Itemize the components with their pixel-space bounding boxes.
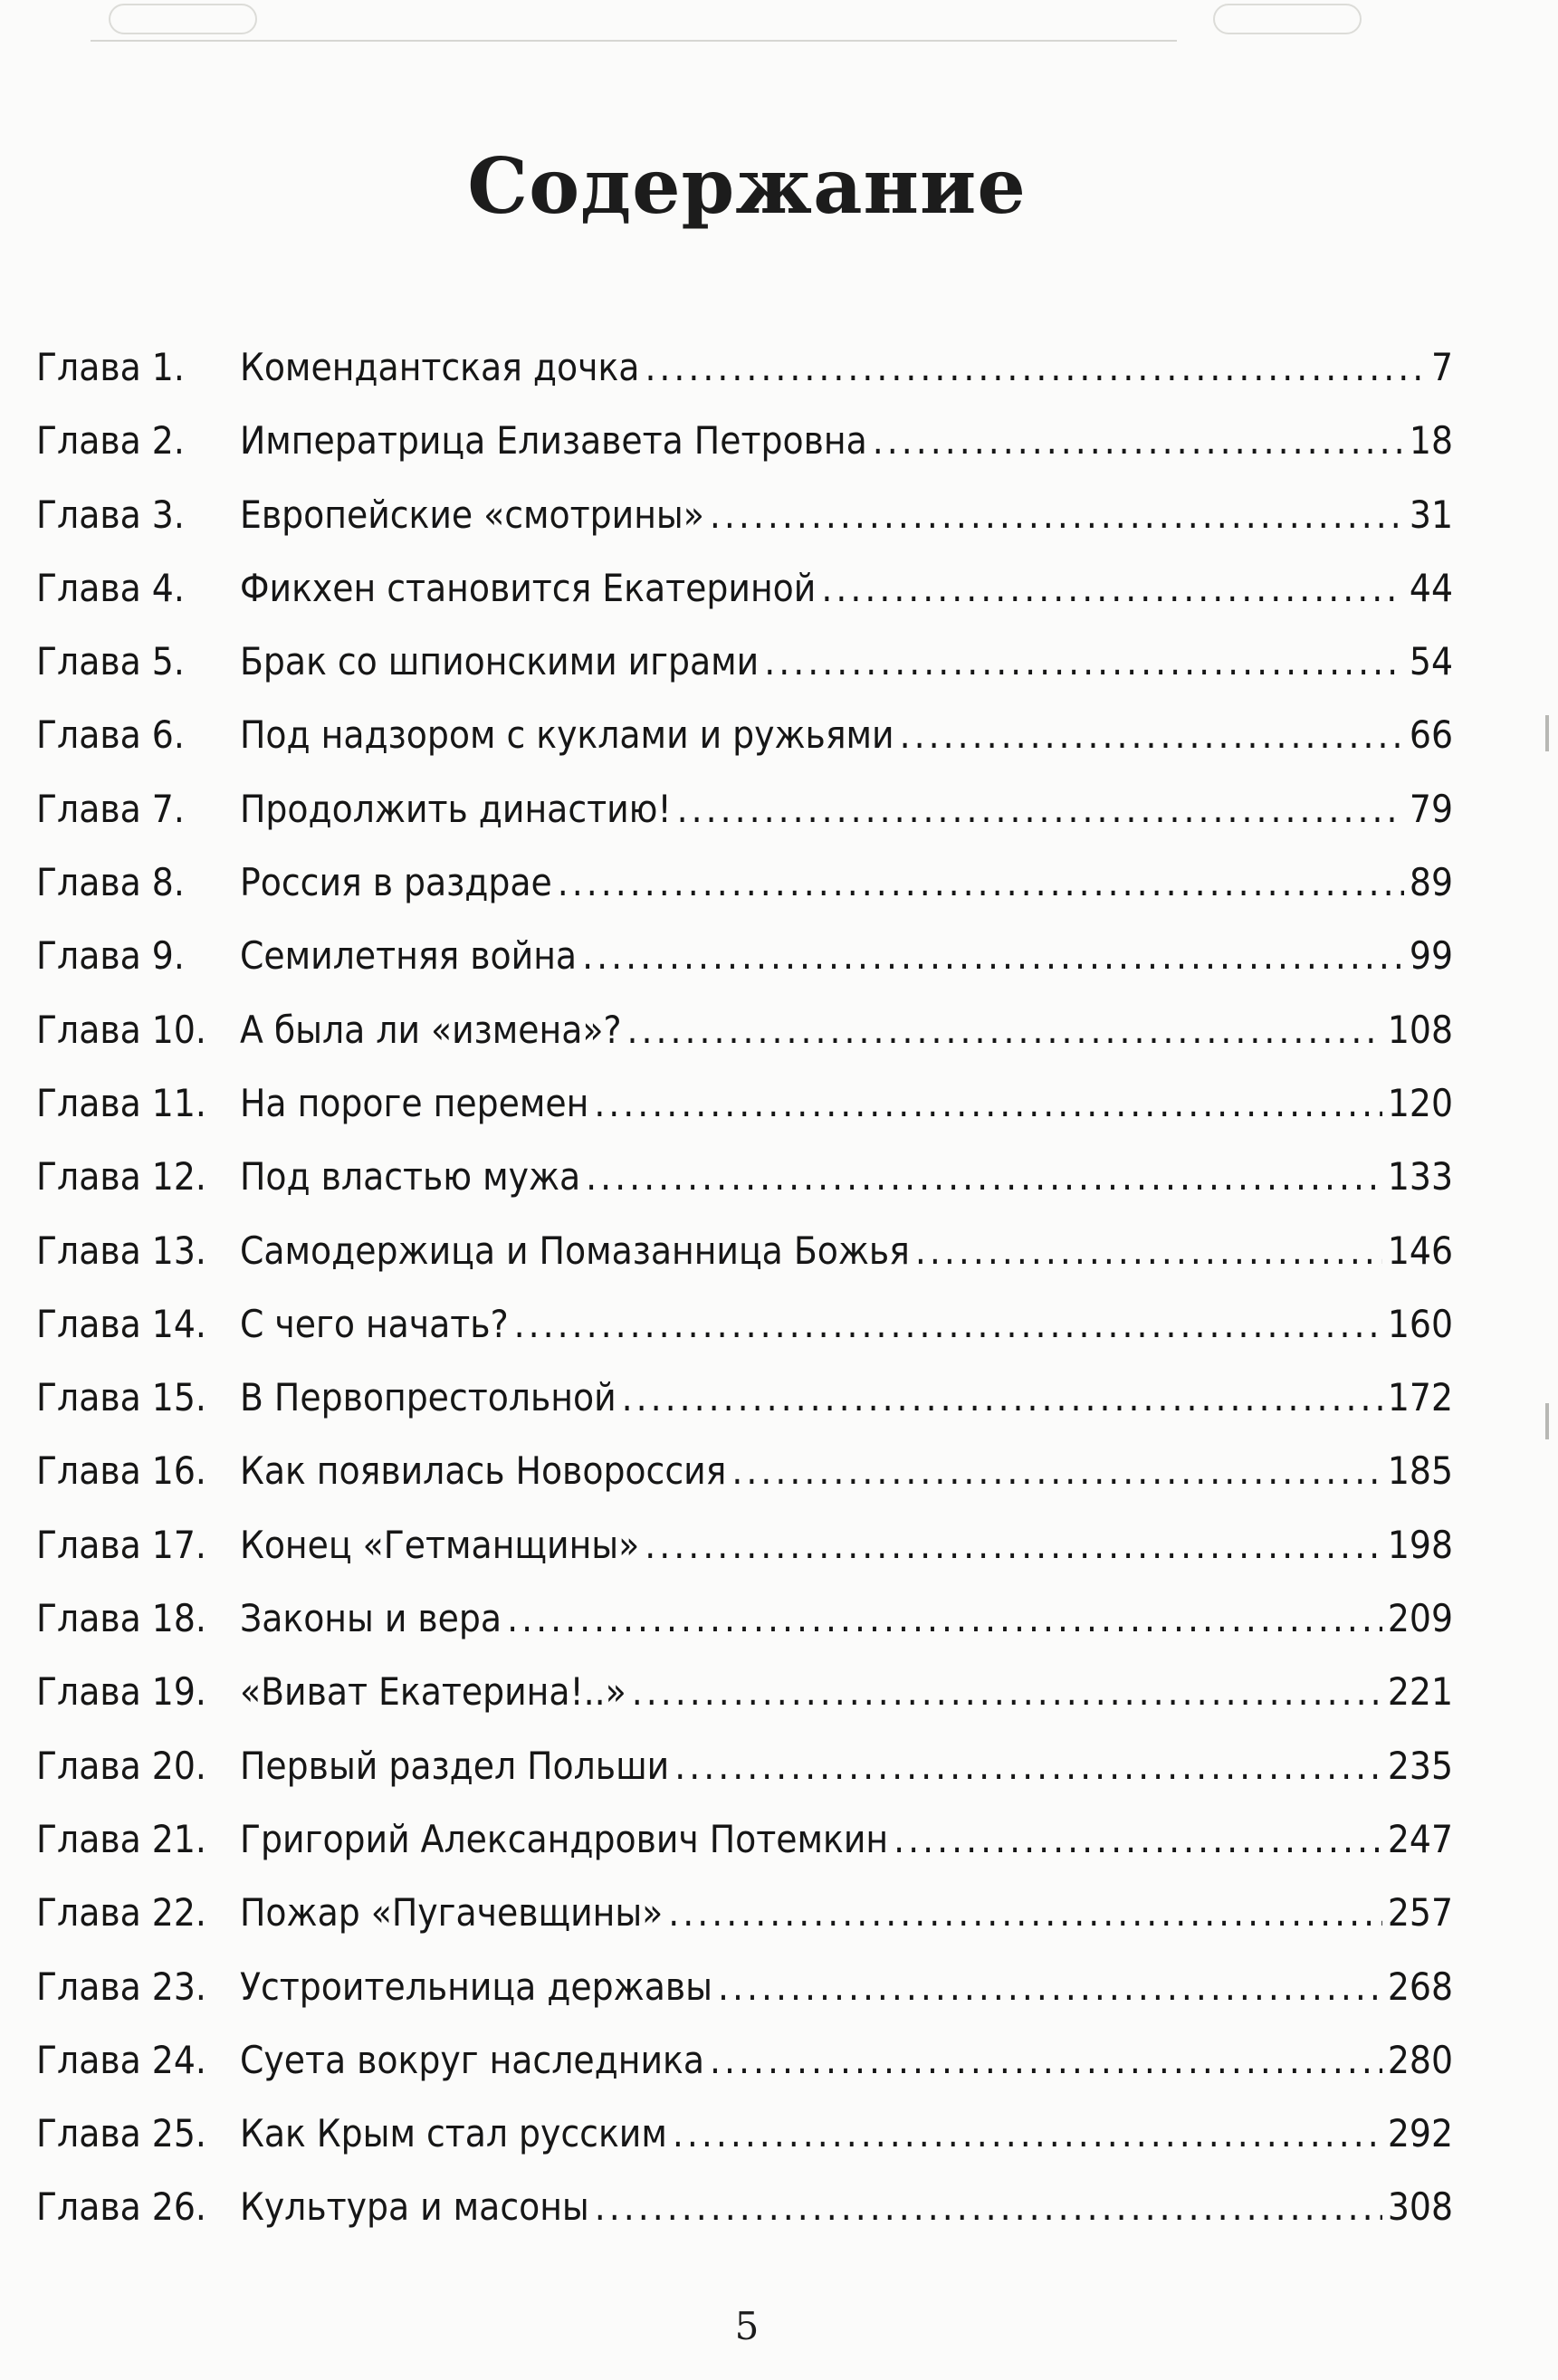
dot-leader	[673, 2097, 1382, 2170]
toc-entry	[36, 625, 1453, 698]
chapter-page-number: 146	[1387, 1228, 1453, 1273]
toc-entry	[36, 772, 1453, 846]
toc-entry	[36, 2097, 1453, 2170]
chapter-title: Фикхен становится Екатериной	[240, 565, 817, 610]
chapter-title: Императрица Елизавета Петровна	[240, 418, 867, 464]
chapter-page-number: 185	[1387, 1448, 1453, 1494]
chapter-page-number: 198	[1387, 1522, 1453, 1567]
top-ornament	[91, 0, 1177, 42]
chapter-title: Как появилась Новороссия	[240, 1448, 727, 1494]
chapter-number: Глава 15.	[36, 1375, 206, 1420]
ornament-swirl-left	[109, 4, 257, 34]
dot-leader	[558, 846, 1404, 919]
chapter-number: Глава 25.	[36, 2111, 206, 2156]
toc-entry	[36, 1582, 1453, 1655]
chapter-title: Под надзором с куклами и ружьями	[240, 712, 894, 758]
chapter-page-number: 89	[1409, 860, 1453, 905]
page-number: 5	[734, 2304, 760, 2348]
chapter-title: Культура и масоны	[240, 2184, 589, 2230]
chapter-title: Брак со шпионскими играми	[240, 639, 760, 684]
chapter-page-number: 257	[1387, 1890, 1453, 1936]
dot-leader	[632, 1655, 1382, 1728]
chapter-number: Глава 2.	[36, 418, 185, 464]
chapter-title: С чего начать?	[240, 1301, 509, 1346]
chapter-number: Глава 3.	[36, 492, 185, 537]
toc-entry	[36, 1876, 1453, 1949]
dot-leader	[873, 404, 1404, 477]
toc-entry	[36, 478, 1453, 551]
chapter-number: Глава 5.	[36, 639, 185, 684]
dot-leader	[710, 478, 1404, 551]
chapter-page-number: 66	[1409, 712, 1453, 758]
chapter-number: Глава 26.	[36, 2184, 206, 2230]
chapter-page-number: 280	[1387, 2037, 1453, 2082]
toc-entry	[36, 1950, 1453, 2023]
chapter-page-number: 120	[1387, 1080, 1453, 1125]
chapter-page-number: 172	[1387, 1375, 1453, 1420]
chapter-title: Законы и вера	[240, 1596, 502, 1641]
chapter-title: А была ли «измена»?	[240, 1007, 622, 1052]
chapter-page-number: 160	[1387, 1301, 1453, 1346]
dot-leader	[677, 772, 1404, 846]
toc-entry	[36, 1655, 1453, 1728]
chapter-page-number: 221	[1387, 1669, 1453, 1715]
chapter-page-number: 7	[1430, 345, 1453, 389]
dot-leader	[731, 1434, 1382, 1507]
chapter-page-number: 44	[1409, 565, 1453, 610]
toc-entry	[36, 698, 1453, 771]
page-title: Содержание	[467, 141, 1027, 232]
chapter-page-number: 308	[1387, 2184, 1453, 2230]
chapter-number: Глава 7.	[36, 786, 185, 831]
chapter-page-number: 99	[1409, 933, 1453, 979]
page-edge-mark	[1545, 715, 1549, 751]
chapter-title: Россия в раздрае	[240, 860, 552, 905]
chapter-number: Глава 16.	[36, 1448, 206, 1494]
chapter-page-number: 18	[1409, 418, 1453, 464]
dot-leader	[764, 625, 1404, 698]
chapter-number: Глава 12.	[36, 1154, 206, 1200]
chapter-title: «Виват Екатерина!..»	[240, 1669, 626, 1715]
chapter-number: Глава 24.	[36, 2037, 206, 2082]
dot-leader	[915, 1214, 1382, 1287]
chapter-number: Глава 14.	[36, 1301, 206, 1346]
chapter-title: Григорий Александрович Потемкин	[240, 1816, 889, 1861]
toc-entry	[36, 1434, 1453, 1507]
dot-leader	[718, 1950, 1382, 2023]
chapter-number: Глава 10.	[36, 1007, 206, 1052]
chapter-title: В Первопрестольной	[240, 1375, 617, 1420]
toc-entry	[36, 1508, 1453, 1582]
dot-leader	[622, 1361, 1382, 1434]
toc-entry	[36, 404, 1453, 477]
chapter-page-number: 268	[1387, 1964, 1453, 2009]
toc-entry	[36, 2170, 1453, 2243]
toc-entry	[36, 1066, 1453, 1140]
chapter-title: Под властью мужа	[240, 1154, 581, 1200]
chapter-number: Глава 13.	[36, 1228, 206, 1273]
chapter-number: Глава 6.	[36, 712, 185, 758]
dot-leader	[710, 2023, 1382, 2097]
toc-entry	[36, 1214, 1453, 1287]
chapter-number: Глава 17.	[36, 1522, 206, 1567]
chapter-number: Глава 20.	[36, 1743, 206, 1788]
dot-leader	[645, 330, 1426, 404]
chapter-number: Глава 21.	[36, 1816, 206, 1861]
dot-leader	[627, 993, 1382, 1066]
dot-leader	[645, 1508, 1382, 1582]
chapter-title: Пожар «Пугачевщины»	[240, 1890, 664, 1936]
chapter-number: Глава 1.	[36, 345, 185, 389]
chapter-page-number: 292	[1387, 2111, 1453, 2156]
dot-leader	[668, 1876, 1382, 1949]
chapter-number: Глава 9.	[36, 933, 185, 979]
chapter-title: Первый раздел Польши	[240, 1743, 670, 1788]
chapter-title: Комендантская дочка	[240, 345, 640, 389]
chapter-page-number: 54	[1409, 639, 1453, 684]
chapter-page-number: 209	[1387, 1596, 1453, 1641]
dot-leader	[582, 919, 1404, 992]
dot-leader	[507, 1582, 1382, 1655]
toc-entry	[36, 846, 1453, 919]
toc-entry	[36, 919, 1453, 992]
chapter-number: Глава 23.	[36, 1964, 206, 2009]
toc-entry	[36, 330, 1453, 404]
toc-entry	[36, 551, 1453, 625]
chapter-number: Глава 18.	[36, 1596, 206, 1641]
chapter-title: Как Крым стал русским	[240, 2111, 667, 2156]
chapter-number: Глава 4.	[36, 565, 185, 610]
chapter-number: Глава 22.	[36, 1890, 206, 1936]
chapter-page-number: 31	[1409, 492, 1453, 537]
toc-entry	[36, 1140, 1453, 1213]
ornament-swirl-right	[1213, 4, 1362, 34]
toc-entry	[36, 1287, 1453, 1361]
chapter-page-number: 108	[1387, 1007, 1453, 1052]
toc-entry	[36, 1802, 1453, 1876]
dot-leader	[594, 1066, 1382, 1140]
dot-leader	[595, 2170, 1382, 2243]
dot-leader	[674, 1729, 1382, 1802]
dot-leader	[900, 698, 1404, 771]
dot-leader	[514, 1287, 1382, 1361]
chapter-page-number: 79	[1409, 786, 1453, 831]
toc-entry	[36, 2023, 1453, 2097]
chapter-number: Глава 11.	[36, 1080, 206, 1125]
toc-entry	[36, 993, 1453, 1066]
chapter-number: Глава 19.	[36, 1669, 206, 1715]
toc-entry	[36, 1361, 1453, 1434]
chapter-title: Конец «Гетманщины»	[240, 1522, 640, 1567]
chapter-title: Суета вокруг наследника	[240, 2037, 704, 2082]
chapter-number: Глава 8.	[36, 860, 185, 905]
chapter-title: Семилетняя война	[240, 933, 578, 979]
dot-leader	[894, 1802, 1382, 1876]
chapter-title: Устроительница державы	[240, 1964, 712, 2009]
chapter-page-number: 133	[1387, 1154, 1453, 1200]
chapter-title: Продолжить династию!	[240, 786, 672, 831]
chapter-title: Самодержица и Помазанница Божья	[240, 1228, 910, 1273]
chapter-title: На пороге перемен	[240, 1080, 589, 1125]
toc-entry	[36, 1729, 1453, 1802]
dot-leader	[821, 551, 1404, 625]
chapter-title: Европейские «смотрины»	[240, 492, 704, 537]
page-edge-mark	[1545, 1403, 1549, 1439]
table-of-contents	[36, 330, 1453, 2244]
chapter-page-number: 235	[1387, 1743, 1453, 1788]
dot-leader	[586, 1140, 1382, 1213]
chapter-page-number: 247	[1387, 1816, 1453, 1861]
